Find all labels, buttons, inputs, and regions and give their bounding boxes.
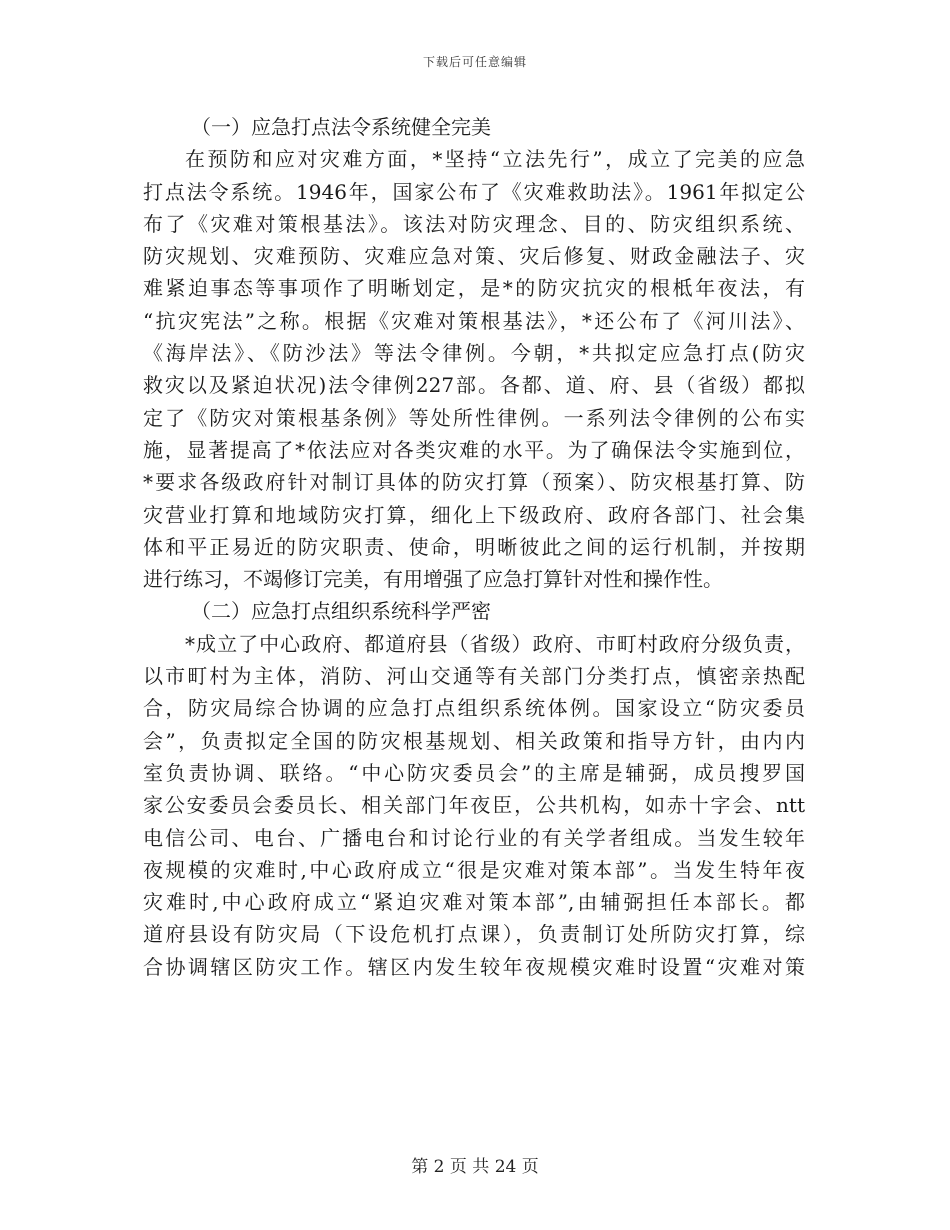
paragraph-line: 施，显著提高了*依法应对各类灾难的水平。为了确保法令实施到位， [143, 437, 805, 462]
paragraph-line: 会”，负责拟定全国的防灾根基规划、相关政策和指导方针，由内内 [143, 728, 805, 753]
paragraph-line: 合协调辖区防灾工作。辖区内发生较年夜规模灾难时设置“灾难对策 [143, 954, 805, 979]
paragraph-line: 打点法令系统。1946年，国家公布了《灾难救助法》。1961年拟定公 [143, 179, 805, 204]
page-header-note: 下载后可任意编辑 [422, 55, 527, 69]
paragraph-line: 夜规模的灾难时,中心政府成立“很是灾难对策本部”。当发生特年夜 [143, 857, 805, 882]
paragraph-line: 以市町村为主体，消防、河山交通等有关部门分类打点，慎密亲热配 [143, 664, 805, 689]
section-heading: （一）应急打点法令系统健全完美 [191, 115, 491, 139]
paragraph-line: 救灾以及紧迫状况)法令律例227部。各都、道、府、县（省级）都拟 [143, 373, 805, 398]
paragraph-line: “抗灾宪法”之称。根据《灾难对策根基法》，*还公布了《河川法》、 [143, 308, 805, 333]
paragraph-line: 布了《灾难对策根基法》。该法对防灾理念、目的、防灾组织系统、 [143, 211, 805, 236]
paragraph-line: 在预防和应对灾难方面，*坚持“立法先行”，成立了完美的应急 [185, 147, 805, 172]
paragraph-line: 难紧迫事态等事项作了明晰划定，是*的防灾抗灾的根柢年夜法，有 [143, 276, 805, 301]
document-body [143, 111, 805, 983]
paragraph-line: *要求各级政府针对制订具体的防灾打算（预案）、防灾根基打算、防 [143, 470, 805, 495]
paragraph-line: 合，防灾局综合协调的应急打点组织系统体例。国家设立“防灾委员 [143, 696, 805, 721]
paragraph-line: 灾难时,中心政府成立“紧迫灾难对策本部”,由辅弼担任本部长。都 [143, 890, 805, 915]
paragraph-line: 进行练习，不竭修订完美，有用增强了应急打算针对性和操作性。 [143, 567, 723, 592]
paragraph-line: 室负责协调、联络。“中心防灾委员会”的主席是辅弼，成员搜罗国 [143, 760, 805, 785]
paragraph-line: 防灾规划、灾难预防、灾难应急对策、灾后修复、财政金融法子、灾 [143, 244, 805, 269]
paragraph-line: 体和平正易近的防灾职责、使命，明晰彼此之间的运行机制，并按期 [143, 534, 805, 559]
paragraph-line: 《海岸法》、《防沙法》等法令律例。今朝，*共拟定应急打点(防灾 [143, 341, 805, 366]
page-number-footer: 第 2 页 共 24 页 [411, 1157, 539, 1177]
paragraph-line: *成立了中心政府、都道府县（省级）政府、市町村政府分级负责， [185, 631, 805, 656]
section-heading: （二）应急打点组织系统科学严密 [191, 599, 491, 624]
paragraph-line: 道府县设有防灾局（下设危机打点课），负责制订处所防灾打算，综 [143, 922, 805, 947]
paragraph-line: 灾营业打算和地域防灾打算，细化上下级政府、政府各部门、社会集 [143, 502, 805, 527]
paragraph-line: 电信公司、电台、广播电台和讨论行业的有关学者组成。当发生较年 [143, 825, 805, 850]
paragraph-line: 家公安委员会委员长、相关部门年夜臣，公共机构，如赤十字会、ntt [143, 793, 805, 818]
paragraph-line: 定了《防灾对策根基条例》等处所性律例。一系列法令律例的公布实 [143, 405, 805, 430]
